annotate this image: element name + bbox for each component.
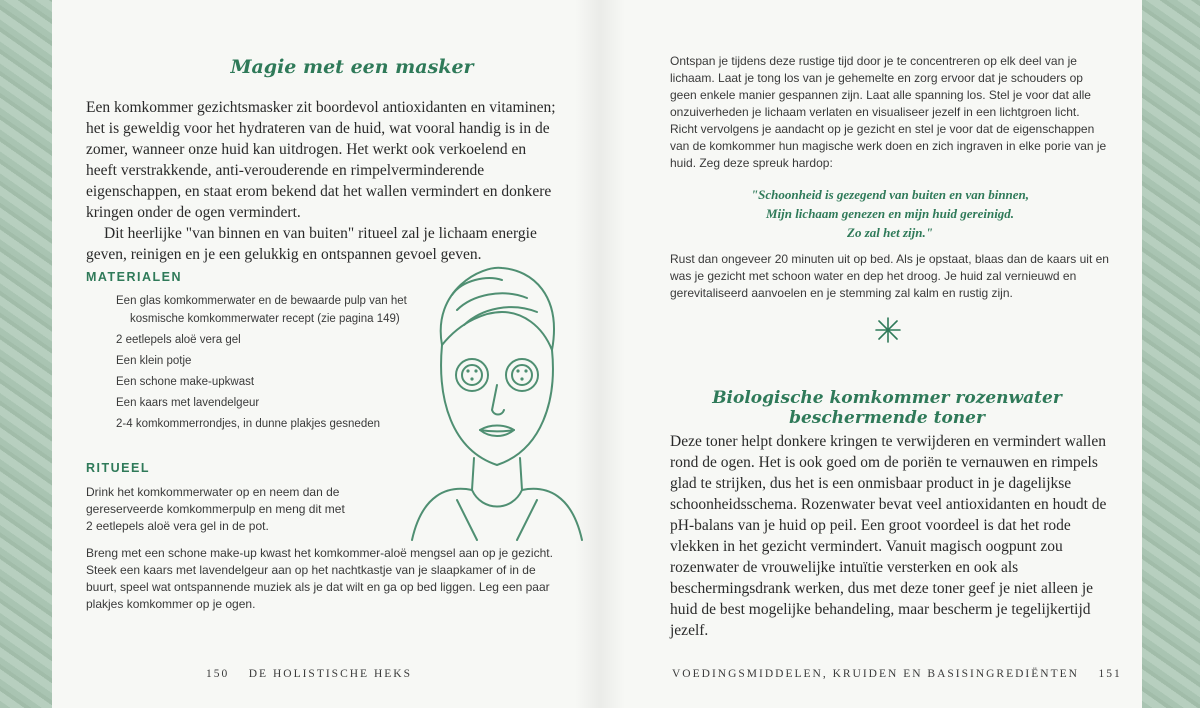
left-decorative-border (0, 0, 52, 708)
ritual-paragraph-2: Breng met een schone make-up kwast het komkommer-aloë mengsel aan op je gezicht. Steek een kaars met lavendelgeur aan op het nachtkastje van je slaapkamer of in de buurt, speel wat ontspannende muziek als je dat wilt en ga op bed liggen. Leg een paar plakjes komkommer op je ogen. (86, 546, 553, 611)
right-footer (672, 668, 1122, 680)
left-page-title: Magie met een masker (230, 56, 474, 78)
spell-quote (670, 185, 1110, 242)
right-decorative-border (1142, 0, 1200, 708)
ritual-heading: RITUEEL (86, 461, 150, 475)
page-number: 150 (206, 668, 230, 680)
toner-description: Deze toner helpt donkere kringen te verwijderen en vermindert wallen rond de ogen. Het is ook goed om de poriën te vernauwen en rimpels glad te strijken, dus het is een onmisbaar product in je dagelijkse schoonheidsschema. Rozenwater bevat veel antioxidanten en houdt de pH-balans van je huid op peil. Een groot voordeel is dat het rode vlekken in het gezicht vermindert. Vanuit magisch oogpunt zou rozenwater de vrouwelijke intuïtie versterken en ook als beschermingsdrank werken, dus met deze toner geef je niet alleen je huid de best mogelijke behandeling, maar bescherm je tegelijkertijd jezelf. (670, 433, 1107, 639)
materials-list (116, 292, 416, 436)
running-head: DE HOLISTISCHE HEKS (248, 668, 412, 680)
intro-paragraph-2: Dit heerlijke "van binnen en van buiten" ritueel zal je lichaam energie geven, reinigen en je een gelukkig en ontspannen gevoel geven. (86, 225, 537, 263)
running-head: VOEDINGSMIDDELEN, KRUIDEN EN BASISINGREDIËNTEN (672, 668, 1079, 680)
quote-line: Zo zal het zijn." (847, 225, 933, 240)
intro-text (86, 97, 556, 265)
materials-item-line: kosmische komkommerwater recept (zie pagina 149) (130, 313, 400, 325)
list-item: Een kaars met lavendelgeur (116, 397, 260, 409)
list-item: 2 eetlepels aloë vera gel (116, 334, 241, 346)
list-item: Een klein potje (116, 355, 192, 367)
right-page (612, 0, 1142, 708)
list-item: 2-4 komkommerrondjes, in dunne plakjes gesneden (116, 418, 381, 430)
star-ornament-icon (874, 316, 902, 344)
right-page-title: Biologische komkommer rozenwater beschermende toner (712, 388, 1062, 428)
relax-paragraph: Ontspan je tijdens deze rustige tijd door je te concentreren op elk deel van je lichaam. Laat je tong los van je gehemelte en zorg ervoor dat je schouders op geen enkele manier gespannen zijn. Laat alle spanning los. Stel je voor dat alle onzuiverheden je lichaam verlaten en visualiseer jezelf in een lichtgroen licht. Richt vervolgens je aandacht op je gezicht en stel je voor dat de eigenschappen van de komkommer hun magische werk doen en zich ingraven in elke porie van je huid. Zeg deze spreuk hardop: (670, 54, 1107, 170)
quote-line: Mijn lichaam genezen en mijn huid gereinigd. (765, 206, 1015, 221)
list-item (116, 292, 416, 328)
ritual-paragraph-1: Drink het komkommerwater op en neem dan de gereserveerde komkommerpulp en meng dit met 2 eetlepels aloë vera gel in de pot. (86, 485, 345, 533)
quote-line: "Schoonheid is gezegend van buiten en van binnen, (750, 187, 1030, 202)
page-number: 151 (1098, 668, 1122, 680)
left-footer (206, 668, 412, 680)
left-page (52, 0, 612, 708)
materials-item-line: Een glas komkommerwater en de bewaarde pulp van het (116, 295, 407, 307)
materials-heading: MATERIALEN (86, 270, 183, 284)
rest-paragraph: Rust dan ongeveer 20 minuten uit op bed. Als je opstaat, blaas dan de kaars uit en was je gezicht met schoon water en dep het droog. Je huid zal vernieuwd en gerevitaliseerd aanvoelen en je stemming zal kalm en rustig zijn. (670, 252, 1109, 300)
intro-paragraph-1: Een komkommer gezichtsmasker zit boordevol antioxidanten en vitaminen; het is geweldig voor het hydrateren van de huid, wat vooral handig is in de zomer, wanneer onze huid kan uitdrogen. Het werkt ook verkoelend en heeft verstrakkende, anti-verouderende en rimpelverminderende eigenschappen, en staat erom bekend dat het wallen vermindert en donkere kringen onder de ogen vermindert. (86, 99, 556, 221)
face-mask-illustration (402, 250, 592, 550)
list-item: Een schone make-upkwast (116, 376, 255, 388)
